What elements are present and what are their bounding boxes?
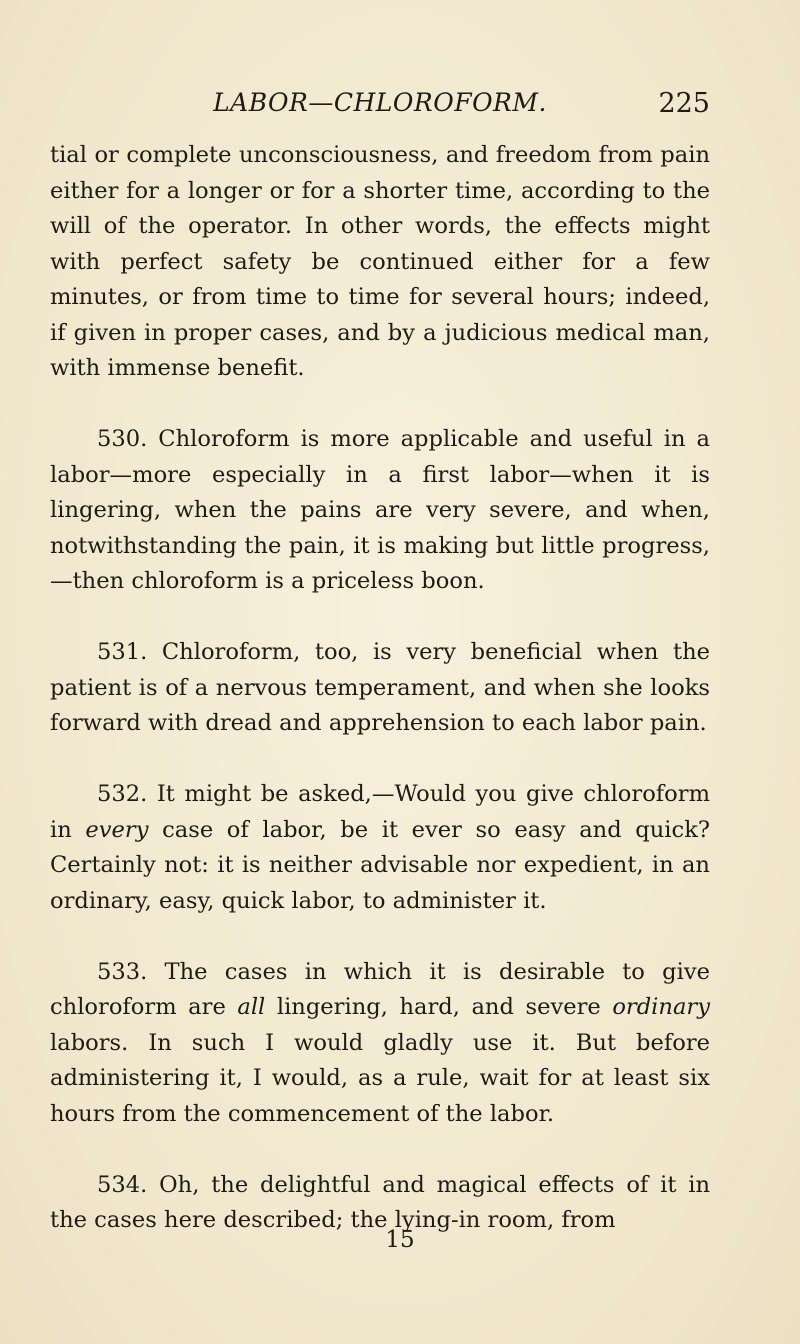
paragraph-531: 531. Chloroform, too, is very beneficial when the patient is of a nervous temperament, and when she looks forward with dread and apprehension to each labor pain. [50, 639, 710, 736]
paragraph-533-text-c: labors. In such I would gladly use it. But before administering it, I would, as a rule, wait for at least six hours from the commencement of the labor. [50, 1029, 710, 1127]
body-text [50, 138, 710, 1239]
paragraph-533-emphasis-all: all [237, 994, 266, 1020]
paragraph-530: 530. Chloroform is more applicable and useful in a labor—more especially in a first labor—when it is lingering, when the pains are very severe, and when, notwithstanding the pain, it is making but little progress,—then chloroform is a priceless boon. [50, 426, 710, 594]
paragraph-533-emphasis-ordinary: ordinary [612, 994, 710, 1020]
paragraph-534: 534. Oh, the delightful and magical effects of it in the cases here described; the lying-in room, from [50, 1171, 710, 1233]
paragraph-533-text-b: lingering, hard, and severe [265, 994, 613, 1020]
paragraph-533-text-a: 533. The cases in which it is desirable to give chloroform are [50, 958, 710, 1020]
running-title: LABOR—CHLOROFORM. [213, 88, 547, 117]
paragraph-533 [50, 955, 710, 1133]
paragraph-532-text-b: case of labor, be it ever so easy and quick? Certainly not: it is neither advisable nor expedient, in an ordinary, easy, quick labor, to administer it. [50, 816, 710, 914]
paragraph-continuation: tial or complete unconsciousness, and freedom from pain either for a longer or for a shorter time, according to the will of the operator. In other words, the effects might with perfect safety be continued either for a few minutes, or from time to time for several hours; indeed, if given in proper cases, and by a judicious medical man, with immense benefit. [50, 142, 710, 381]
signature-mark: 15 [385, 1227, 415, 1253]
page-header [50, 88, 710, 124]
paragraph-532 [50, 777, 710, 919]
paragraph-532-emphasis: every [85, 816, 149, 843]
page-number: 225 [658, 88, 710, 119]
paragraph-532-text-a: 532. It might be asked,—Would you give chloroform in [50, 781, 710, 843]
